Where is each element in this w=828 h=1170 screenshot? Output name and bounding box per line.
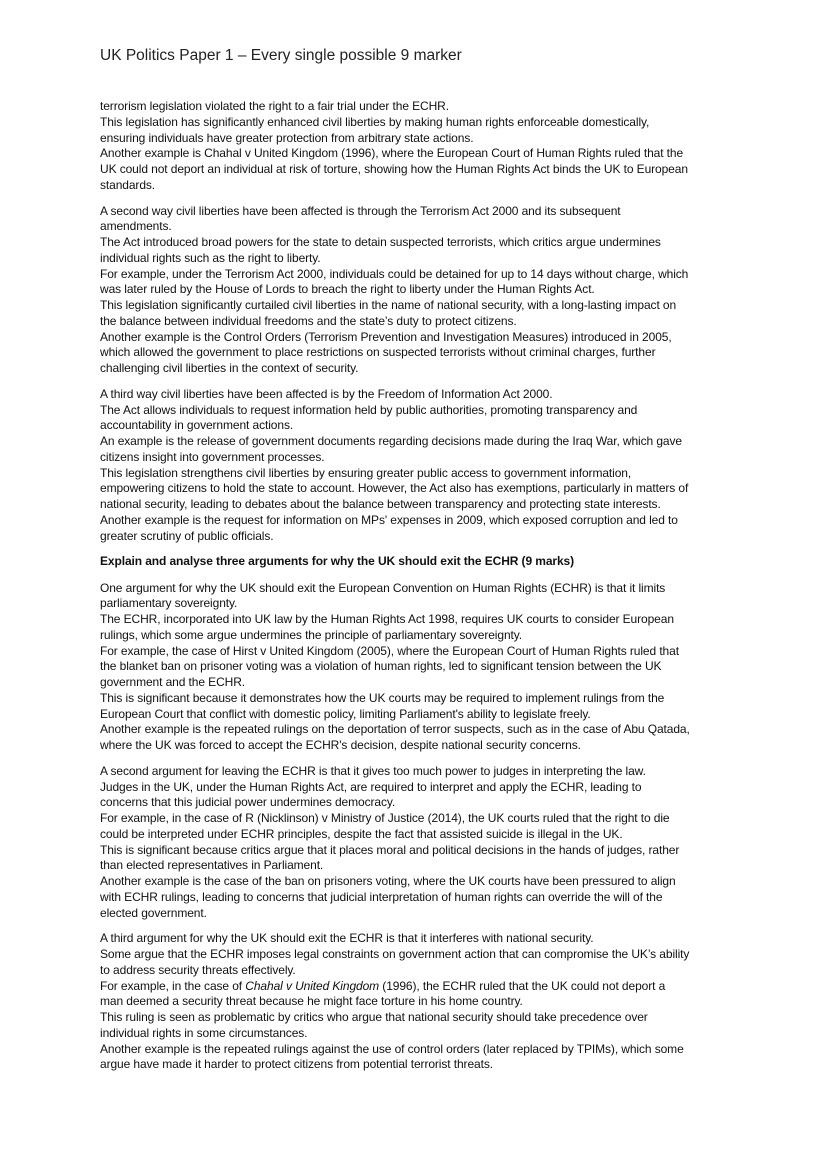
- text-line: Some argue that the ECHR imposes legal constraints on government action that can compromise the UK’s ability: [100, 947, 690, 961]
- text-line: elected government.: [100, 905, 207, 920]
- text-line: This legislation strengthens civil liberties by ensuring greater public access to government information,: [100, 465, 632, 480]
- text-line: was later ruled by the House of Lords to breach the right to liberty under the Human Rights Act.: [100, 282, 595, 297]
- text-line: The ECHR, incorporated into UK law by the Human Rights Act 1998, requires UK courts to consider European: [100, 612, 674, 626]
- text-line: than elected representatives in Parliament.: [100, 858, 324, 873]
- text-line: This is significant because it demonstrates how the UK courts may be required to implement rulings from the: [100, 690, 665, 705]
- document-body: [100, 99, 760, 1083]
- text-line: amendments.: [100, 219, 172, 234]
- text-line: man deemed a security threat because he might face torture in his home country.: [100, 994, 523, 1009]
- paragraph: [100, 387, 760, 545]
- text-line: Judges in the UK, under the Human Rights Act, are required to interpret and apply the ECHR, leading to: [100, 779, 642, 794]
- text-line: standards.: [100, 177, 156, 192]
- text-line: accountability in government actions.: [100, 418, 294, 433]
- paragraph: [100, 931, 760, 1073]
- text-line: For example, the case of Hirst v United Kingdom (2005), where the European Court of Human Rights ruled that: [100, 643, 679, 658]
- text-line: Another example is the Control Orders (Terrorism Prevention and Investigation Measures) introduced in 2005,: [100, 329, 672, 344]
- text-line: UK could not deport an individual at risk of torture, showing how the Human Rights Act binds the UK to European: [100, 162, 688, 176]
- text-line: [100, 979, 760, 995]
- case-name-italic: Chahal v United Kingdom: [245, 978, 380, 993]
- text-line: empowering citizens to hold the state to account. However, the Act also has exemptions, particularly in matters of: [100, 481, 689, 496]
- text-line: could be interpreted under ECHR principles, despite the fact that assisted suicide is illegal in the UK.: [100, 826, 623, 841]
- text-line: the blanket ban on prisoner voting was a violation of human rights, led to significant tension between the UK: [100, 659, 662, 674]
- text-line: individual rights such as the right to liberty.: [100, 250, 321, 265]
- paragraph: [100, 764, 760, 922]
- text-line: argue have made it harder to protect citizens from potential terrorist threats.: [100, 1057, 493, 1072]
- text-line: For example, in the case of R (Nicklinson) v Ministry of Justice (2014), the UK courts ruled that the right to die: [100, 811, 670, 825]
- text-line: An example is the release of government documents regarding decisions made during the Iraq War, which gave: [100, 434, 682, 448]
- text-line: Another example is the repeated rulings on the deportation of terror suspects, such as in the case of Abu Qatada,: [100, 722, 690, 737]
- text-line: This legislation significantly curtailed civil liberties in the name of national security, with a long-lasting impact on: [100, 298, 677, 312]
- text-line: with ECHR rulings, leading to concerns that judicial interpretation of human rights can override the will of the: [100, 889, 663, 904]
- text-line: rulings, which some argue undermines the principle of parliamentary sovereignty.: [100, 627, 522, 642]
- text-fragment: For example, in the case of: [100, 978, 246, 993]
- text-line: This is significant because critics argue that it places moral and political decisions in the hands of judges, rather: [100, 842, 680, 857]
- text-line: A second way civil liberties have been affected is through the Terrorism Act 2000 and its subsequent: [100, 203, 621, 218]
- text-line: Another example is Chahal v United Kingdom (1996), where the European Court of Human Rights ruled that the: [100, 146, 684, 161]
- text-line: government and the ECHR.: [100, 675, 246, 689]
- text-line: which allowed the government to place restrictions on suspected terrorists without criminal charges, further: [100, 345, 656, 360]
- text-line: challenging civil liberties in the context of security.: [100, 361, 359, 375]
- text-line: Another example is the request for information on MPs' expenses in 2009, which exposed corruption and led to: [100, 512, 678, 527]
- text-line: One argument for why the UK should exit the European Convention on Human Rights (ECHR) is that it limits: [100, 580, 666, 595]
- text-line: to address security threats effectively.: [100, 962, 296, 977]
- text-line: national security, leading to debates about the balance between transparency and protecting state interests.: [100, 497, 661, 511]
- text-line: where the UK was forced to accept the ECHR's decision, despite national security concerns.: [100, 738, 581, 752]
- text-line: parliamentary sovereignty.: [100, 596, 238, 611]
- text-line: This legislation has significantly enhanced civil liberties by making human rights enforceable domestically,: [100, 114, 650, 129]
- text-line: The Act allows individuals to request information held by public authorities, promoting transparency and: [100, 402, 638, 417]
- text-line: European Court that conflict with domestic policy, limiting Parliament's ability to legislate freely.: [100, 706, 591, 721]
- text-line: The Act introduced broad powers for the state to detain suspected terrorists, which critics argue undermines: [100, 235, 661, 249]
- text-line: A second argument for leaving the ECHR is that it gives too much power to judges in interpreting the law.: [100, 763, 646, 778]
- page-header-title: UK Politics Paper 1 – Every single possible 9 marker: [100, 47, 462, 64]
- paragraph: [100, 204, 760, 377]
- text-line: A third way civil liberties have been affected is by the Freedom of Information Act 2000.: [100, 386, 553, 401]
- text-fragment: (1996), the ECHR ruled that the UK could not deport a: [379, 978, 666, 993]
- text-line: individual rights in some circumstances.: [100, 1025, 308, 1040]
- paragraph: [100, 581, 760, 754]
- text-line: Another example is the case of the ban on prisoners voting, where the UK courts have been pressured to align: [100, 874, 676, 888]
- text-line: ensuring individuals have greater protection from arbitrary state actions.: [100, 130, 474, 145]
- paragraph: [100, 99, 760, 194]
- text-line: concerns that this judicial power undermines democracy.: [100, 795, 396, 810]
- text-line: the balance between individual freedoms and the state’s duty to protect citizens.: [100, 313, 517, 328]
- text-line: Another example is the repeated rulings against the use of control orders (later replaced by TPIMs), which some: [100, 1041, 684, 1056]
- text-line: This ruling is seen as problematic by critics who argue that national security should take precedence over: [100, 1010, 648, 1024]
- text-line: A third argument for why the UK should exit the ECHR is that it interferes with national security.: [100, 931, 594, 946]
- section-heading: Explain and analyse three arguments for why the UK should exit the ECHR (9 marks): [100, 554, 575, 569]
- text-line: citizens insight into government processes.: [100, 449, 325, 464]
- text-line: For example, under the Terrorism Act 2000, individuals could be detained for up to 14 days without charge, which: [100, 266, 689, 281]
- text-line: terrorism legislation violated the right to a fair trial under the ECHR.: [100, 99, 449, 113]
- text-line: greater scrutiny of public officials.: [100, 528, 274, 543]
